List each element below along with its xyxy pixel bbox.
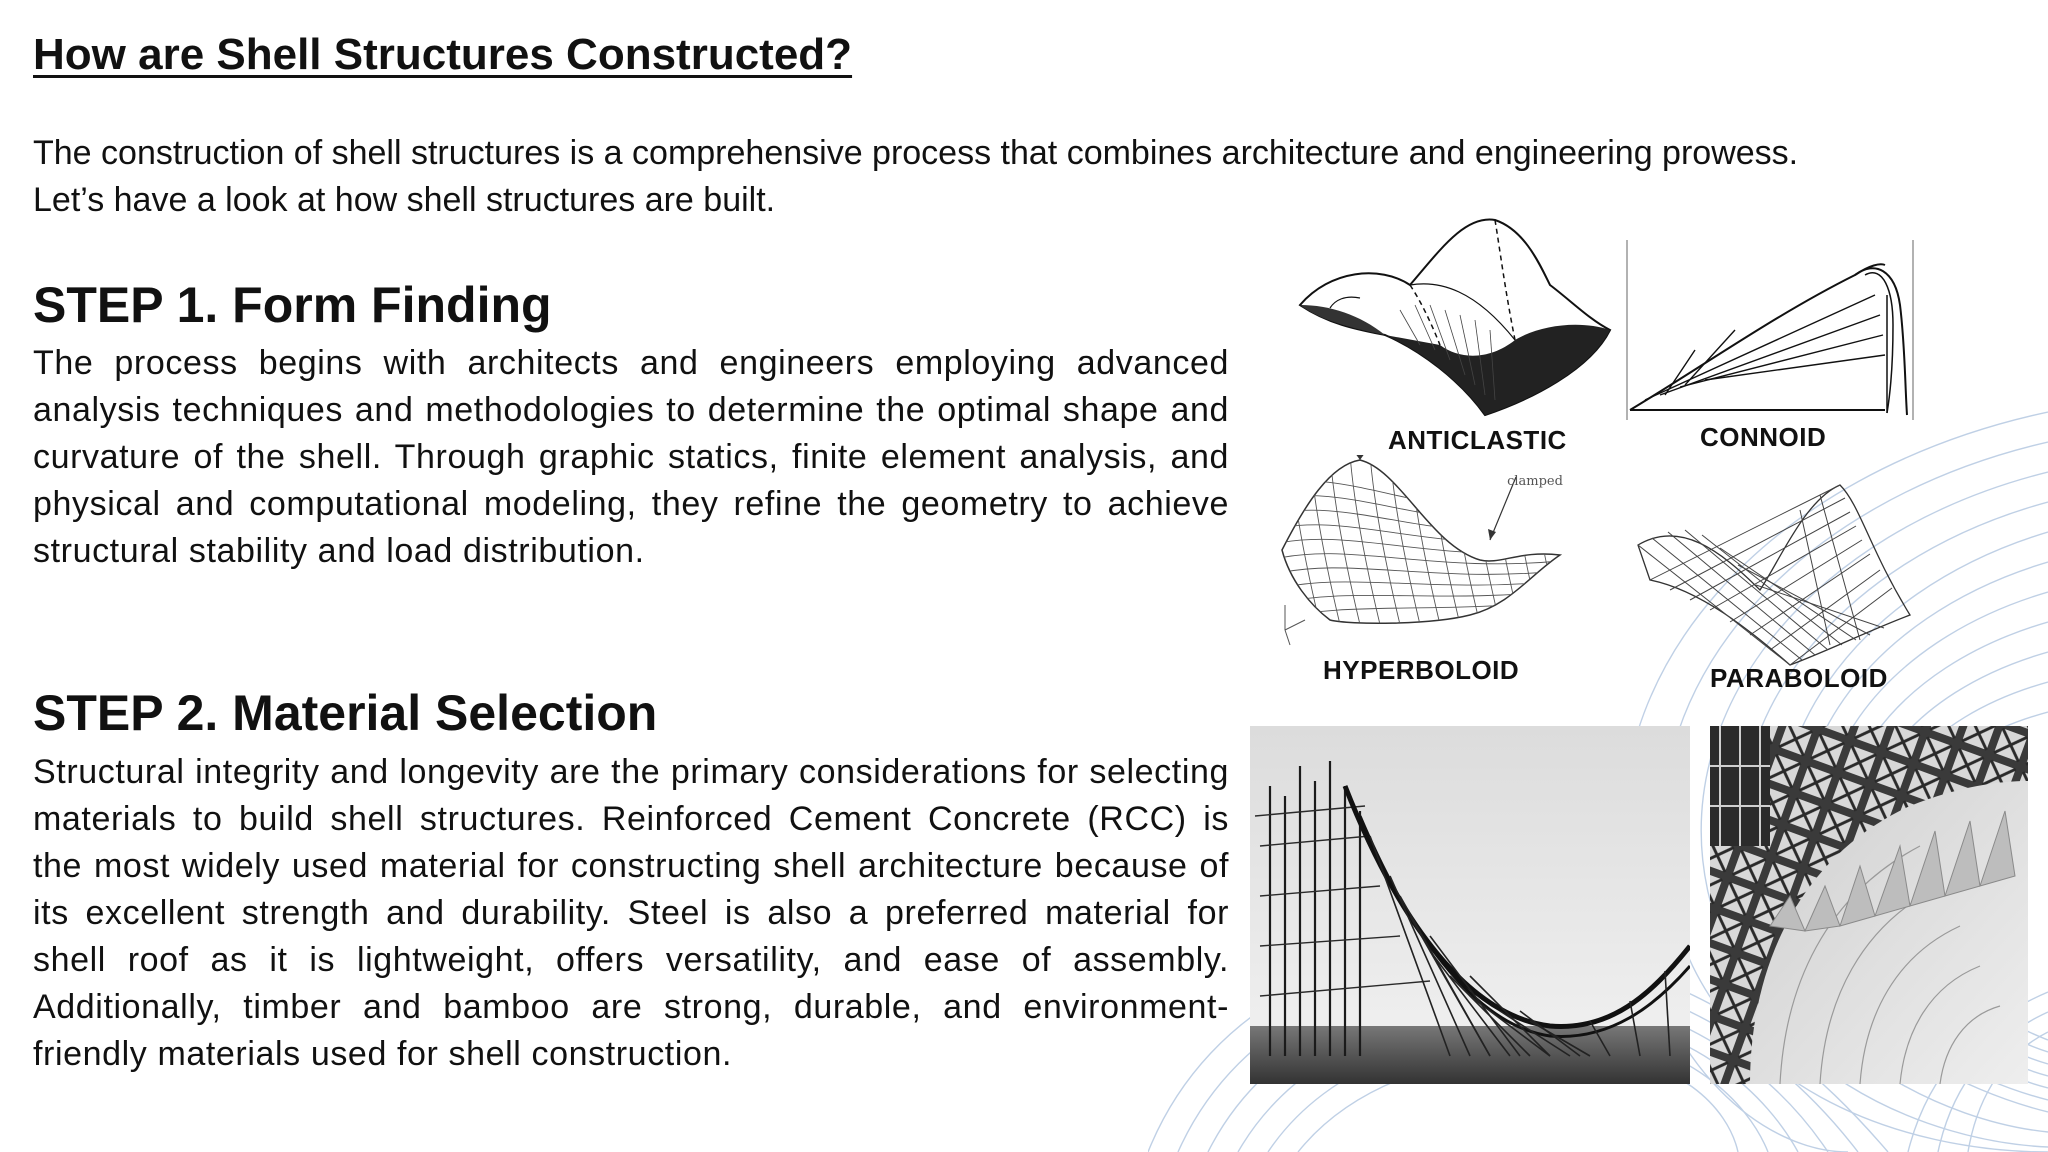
- paraboloid-diagram: [1630, 480, 1920, 670]
- step-1-heading: STEP 1. Form Finding: [33, 277, 552, 333]
- lattice-photo: [1710, 726, 2028, 1084]
- intro-paragraph: [33, 130, 2043, 224]
- intro-line-2: Let’s have a look at how shell structures are built.: [33, 181, 776, 219]
- hyperboloid-label: HYPERBOLOID: [1323, 655, 1520, 685]
- step-2-body: Structural integrity and longevity are the primary considerations for selecting materials to build shell structures. Reinforced Cement Concrete (RCC) is the most widely used material for constructing shell architecture because of its excellent strength and durability. Steel is also a preferred material for shell roof as it is lightweight, offers versatility, and ease of assembly. Additionally, timber and bamboo are strong, durable, and environment-friendly materials used for shell construction.: [33, 753, 1229, 1073]
- anticlastic-label: ANTICLASTIC: [1388, 425, 1567, 455]
- page-title: How are Shell Structures Constructed?: [33, 30, 853, 79]
- hyperboloid-diagram: [1270, 455, 1570, 650]
- anticlastic-diagram: [1290, 210, 1620, 420]
- scaffold-photo: [1250, 726, 1690, 1084]
- paraboloid-label: PARABOLOID: [1710, 663, 1888, 693]
- connoid-diagram: [1625, 235, 1915, 425]
- connoid-label: CONNOID: [1700, 422, 1827, 452]
- step-1-body: The process begins with architects and engineers employing advanced analysis techniques and methodologies to determine the optimal shape and curvature of the shell. Through graphic statics, finite element analysis, and physical and computational modeling, they refine the geometry to achieve structural stability and load distribution.: [33, 344, 1229, 570]
- step-2-heading: STEP 2. Material Selection: [33, 685, 658, 741]
- clamped-note: clamped: [1507, 474, 1563, 489]
- intro-line-1: The construction of shell structures is a comprehensive process that combines architecture and engineering prowess.: [33, 134, 1799, 172]
